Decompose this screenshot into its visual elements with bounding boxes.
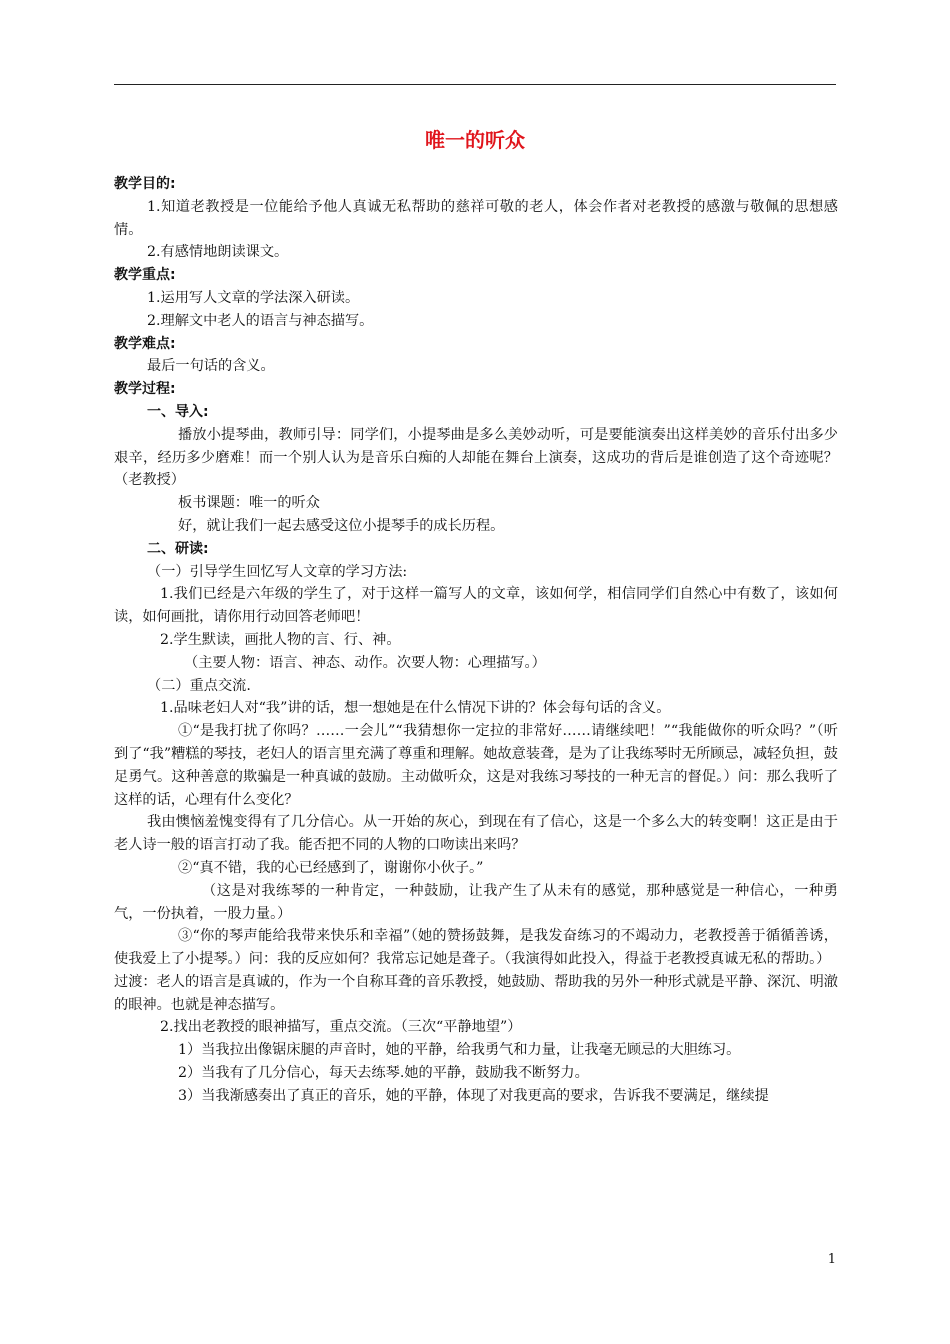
paragraph: 1.运用写人文章的学法深入研读。 (147, 289, 360, 306)
page-title: 唯一的听众 (425, 128, 525, 152)
paragraph: 我由懊恼羞愧变得有了几分信心。从一开始的灰心，到现在有了信心，这是一个多么大的转变啊！这正是由于老人诗一般的语言打动了我。能否把不同的人物的口吻读出来吗？ (114, 814, 838, 854)
paragraph: （主要人物：语言、神态、动作。次要人物：心理描写。） (184, 654, 546, 671)
paragraph: ②“真不错，我的心已经感到了，谢谢你小伙子。” (178, 859, 484, 876)
paragraph: 最后一句话的含义。 (147, 358, 275, 375)
section-heading-key-points: 教学重点: (114, 267, 176, 284)
section-heading-objectives: 教学目的: (114, 176, 176, 192)
subheading: （一）引导学生回忆写人文章的学习方法: (147, 563, 408, 580)
paragraph-transition: 过渡：老人的语言是真诚的，作为一个自称耳聋的音乐教授，她鼓励、帮助我的另外一种形式就是平静、深沉、明澈的眼神。也就是神态描写。 (114, 973, 838, 1013)
paragraph: ①“是我打扰了你吗？……一会儿”“我猜想你一定拉的非常好……请继续吧！”“我能做你的听众吗？”（听到了“我”糟糕的琴技，老妇人的语言里充满了尊重和理解。她故意装聋，是为了让我练琴时无所顾忌，减轻负担，鼓足勇气。这种善意的欺骗是一种真诚的鼓励。主动做听众，这是对我练习琴技的一种无言的督促。）问：那么我听了这样的话，心理有什么变化？ (114, 723, 838, 808)
paragraph: 1.知道老教授是一位能给予他人真诚无私帮助的慈祥可敬的老人，体会作者对老教授的感激与敬佩的思想感情。 (114, 198, 838, 238)
paragraph: 板书课题：唯一的听众 (178, 495, 320, 512)
subsection-heading-study: 二、研读: (147, 540, 209, 557)
paragraph: 好，就让我们一起去感受这位小提琴手的成长历程。 (178, 517, 505, 534)
page-number: 1 (827, 1252, 836, 1267)
list-item: 3）当我渐感奏出了真正的音乐，她的平静，体现了对我更高的要求，告诉我不要满足，继续提 (178, 1087, 769, 1104)
paragraph: 2.找出老教授的眼神描写，重点交流。（三次“平静地望”） (160, 1019, 522, 1036)
list-item: 2）当我有了几分信心，每天去练琴.她的平静，鼓励我不断努力。 (178, 1065, 589, 1082)
paragraph: ③“你的琴声能给我带来快乐和幸福”（她的赞扬鼓舞，是我发奋练习的不竭动力，老教授善于循循善诱，使我爱上了小提琴。）问：我的反应如何？我常忘记她是聋子。（我演得如此投入，得益于老教授真诚无私的帮助。） (114, 928, 838, 968)
document-body (114, 173, 838, 1108)
section-heading-process: 教学过程: (114, 381, 176, 398)
paragraph: 1.品味老妇人对“我”讲的话，想一想她是在什么情况下讲的？体会每句话的含义。 (160, 700, 671, 717)
list-item: 1）当我拉出像锯床腿的声音时，她的平静，给我勇气和力量，让我毫无顾忌的大胆练习。 (178, 1042, 741, 1059)
subsection-heading-intro: 一、导入: (147, 403, 209, 420)
section-heading-difficulties: 教学难点: (114, 335, 176, 352)
paragraph: 2.理解文中老人的语言与神态描写。 (147, 312, 374, 329)
paragraph: 1.我们已经是六年级的学生了，对于这样一篇写人的文章，该如何学，相信同学们自然心中有数了，该如何读，如何画批，请你用行动回答老师吧！ (114, 586, 838, 626)
paragraph: 播放小提琴曲，教师引导：同学们，小提琴曲是多么美妙动听，可是要能演奏出这样美妙的音乐付出多少艰辛，经历多少磨难！而一个别人认为是音乐白痴的人却能在舞台上演奏，这成功的背后是谁创造了这个奇迹呢？（老教授） (114, 426, 838, 489)
paragraph: 2.学生默读，画批人物的言、行、神。 (160, 631, 401, 648)
paragraph: 2.有感情地朗读课文。 (147, 244, 289, 261)
subheading: （二）重点交流. (147, 677, 251, 694)
paragraph: （这是对我练琴的一种肯定，一种鼓励，让我产生了从未有的感觉，那种感觉是一种信心，一种勇气，一份执着，一股力量。） (114, 882, 838, 922)
header-rule (114, 84, 836, 85)
